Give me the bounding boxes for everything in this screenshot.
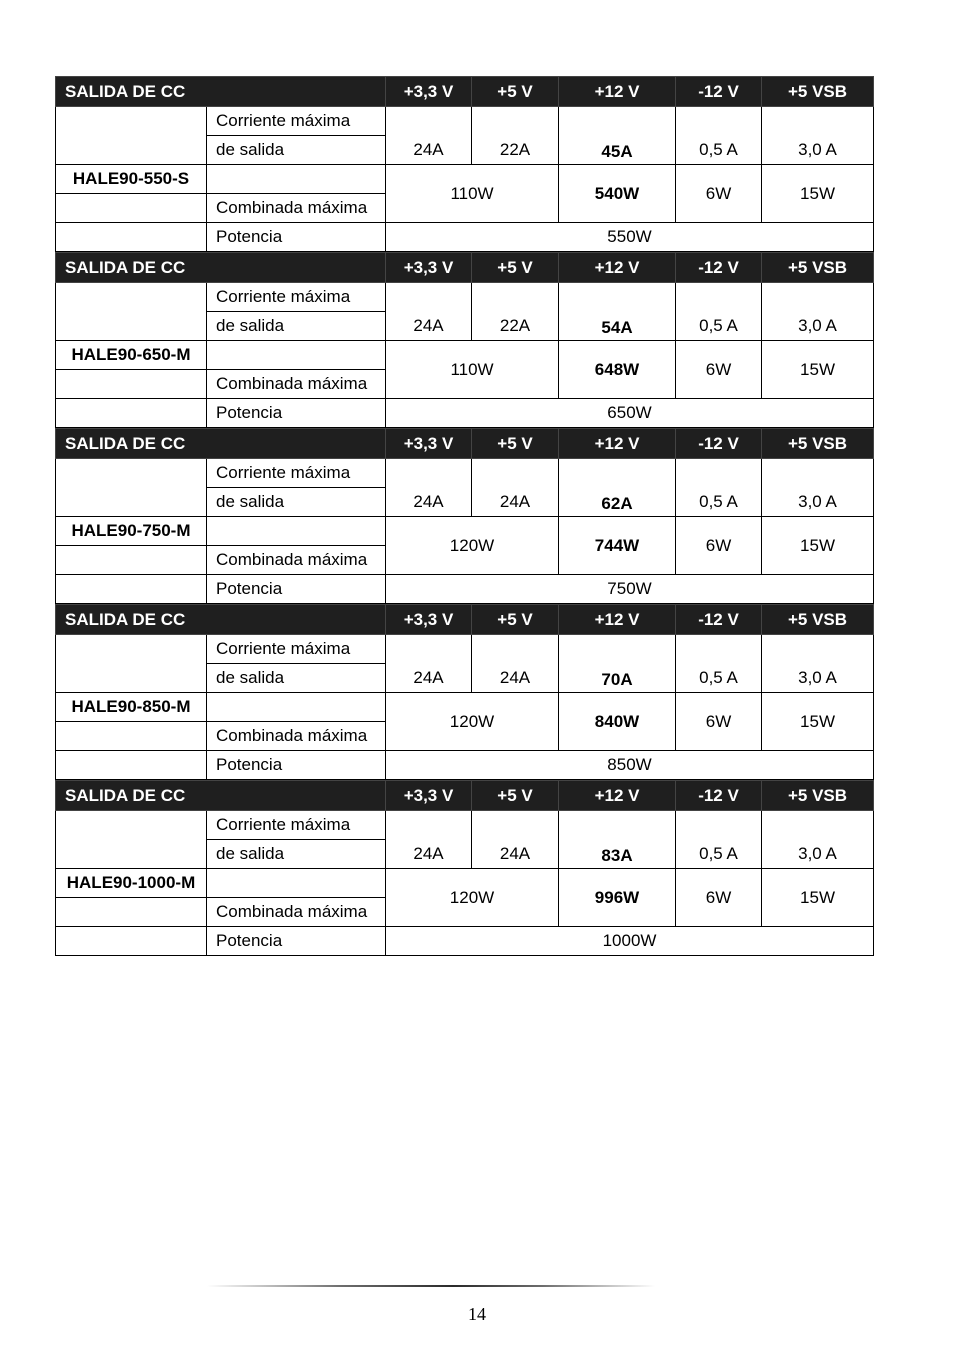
combined-neg12v: 6W — [676, 517, 762, 575]
power-label: Potencia — [207, 223, 386, 252]
power-row — [56, 399, 874, 428]
combined-max-label: Combinada máxima — [207, 194, 386, 223]
max-current-label-line2: de salida — [207, 312, 386, 341]
max-current-label-line2: de salida — [207, 136, 386, 165]
current-5v: 22A — [472, 107, 559, 165]
combined-5vsb: 15W — [762, 341, 874, 399]
combined-5vsb: 15W — [762, 517, 874, 575]
total-power: 750W — [386, 575, 874, 604]
combined-neg12v: 6W — [676, 165, 762, 223]
combined-3v3-5v: 110W — [386, 165, 559, 223]
header-3v3: +3,3 V — [386, 605, 472, 635]
current-12v: 45A — [559, 107, 676, 165]
current-3v3: 24A — [386, 635, 472, 693]
blank-cell — [56, 194, 207, 223]
max-current-label-line2: de salida — [207, 488, 386, 517]
header-5vsb: +5 VSB — [762, 77, 874, 107]
power-row — [56, 575, 874, 604]
max-current-row-a — [56, 635, 874, 664]
total-power: 1000W — [386, 927, 874, 956]
header-12v: +12 V — [559, 605, 676, 635]
header-3v3: +3,3 V — [386, 77, 472, 107]
blank-cell — [207, 165, 386, 194]
combined-12v: 744W — [559, 517, 676, 575]
current-neg12v: 0,5 A — [676, 283, 762, 341]
blank-cell — [56, 635, 207, 693]
blank-cell — [56, 459, 207, 517]
header-title: SALIDA DE CC — [56, 429, 386, 459]
current-5vsb: 3,0 A — [762, 459, 874, 517]
combined-neg12v: 6W — [676, 341, 762, 399]
dc-output-table-1 — [55, 76, 874, 252]
header-5vsb: +5 VSB — [762, 429, 874, 459]
blank-cell — [56, 546, 207, 575]
header-neg12v: -12 V — [676, 605, 762, 635]
combined-3v3-5v: 120W — [386, 517, 559, 575]
power-row — [56, 927, 874, 956]
header-3v3: +3,3 V — [386, 781, 472, 811]
header-title: SALIDA DE CC — [56, 605, 386, 635]
current-3v3: 24A — [386, 283, 472, 341]
blank-cell — [56, 722, 207, 751]
header-5vsb: +5 VSB — [762, 253, 874, 283]
combined-12v: 648W — [559, 341, 676, 399]
max-current-row-a — [56, 811, 874, 840]
current-3v3: 24A — [386, 107, 472, 165]
model-row — [56, 341, 874, 370]
page-number: 14 — [468, 1304, 486, 1324]
combined-max-label: Combinada máxima — [207, 898, 386, 927]
model-name: HALE90-650-M — [56, 341, 207, 370]
current-12v: 62A — [559, 459, 676, 517]
model-name: HALE90-550-S — [56, 165, 207, 194]
max-current-label-line2: de salida — [207, 840, 386, 869]
header-neg12v: -12 V — [676, 781, 762, 811]
total-power: 550W — [386, 223, 874, 252]
blank-cell — [207, 693, 386, 722]
header-12v: +12 V — [559, 253, 676, 283]
total-power: 650W — [386, 399, 874, 428]
combined-3v3-5v: 120W — [386, 693, 559, 751]
footer-divider — [207, 1285, 655, 1287]
table-header-row — [56, 77, 874, 107]
current-neg12v: 0,5 A — [676, 459, 762, 517]
model-name: HALE90-750-M — [56, 517, 207, 546]
header-neg12v: -12 V — [676, 253, 762, 283]
blank-cell — [56, 751, 207, 780]
table-header-row — [56, 429, 874, 459]
header-title: SALIDA DE CC — [56, 77, 386, 107]
current-neg12v: 0,5 A — [676, 107, 762, 165]
max-current-label-line1: Corriente máxima — [207, 107, 386, 136]
model-name: HALE90-850-M — [56, 693, 207, 722]
combined-neg12v: 6W — [676, 693, 762, 751]
table-header-row — [56, 605, 874, 635]
current-5v: 24A — [472, 459, 559, 517]
header-5vsb: +5 VSB — [762, 781, 874, 811]
max-current-label-line1: Corriente máxima — [207, 635, 386, 664]
blank-cell — [56, 370, 207, 399]
combined-3v3-5v: 110W — [386, 341, 559, 399]
header-12v: +12 V — [559, 429, 676, 459]
max-current-row-a — [56, 459, 874, 488]
current-12v: 70A — [559, 635, 676, 693]
power-label: Potencia — [207, 399, 386, 428]
combined-5vsb: 15W — [762, 165, 874, 223]
blank-cell — [56, 898, 207, 927]
dc-output-table-2 — [55, 252, 874, 428]
blank-cell — [56, 811, 207, 869]
max-current-label-line1: Corriente máxima — [207, 811, 386, 840]
header-12v: +12 V — [559, 77, 676, 107]
table-header-row — [56, 781, 874, 811]
blank-cell — [207, 869, 386, 898]
max-current-label-line1: Corriente máxima — [207, 459, 386, 488]
combined-12v: 540W — [559, 165, 676, 223]
current-12v: 54A — [559, 283, 676, 341]
combined-12v: 996W — [559, 869, 676, 927]
current-5v: 24A — [472, 635, 559, 693]
current-5vsb: 3,0 A — [762, 107, 874, 165]
header-5vsb: +5 VSB — [762, 605, 874, 635]
header-title: SALIDA DE CC — [56, 781, 386, 811]
blank-cell — [56, 927, 207, 956]
combined-max-label: Combinada máxima — [207, 546, 386, 575]
power-row — [56, 751, 874, 780]
max-current-row-a — [56, 107, 874, 136]
dc-output-table-3 — [55, 428, 874, 604]
dc-output-table-5 — [55, 780, 874, 956]
combined-neg12v: 6W — [676, 869, 762, 927]
max-current-label-line1: Corriente máxima — [207, 283, 386, 312]
blank-cell — [207, 341, 386, 370]
current-5vsb: 3,0 A — [762, 811, 874, 869]
combined-12v: 840W — [559, 693, 676, 751]
combined-max-label: Combinada máxima — [207, 722, 386, 751]
blank-cell — [56, 575, 207, 604]
power-label: Potencia — [207, 575, 386, 604]
current-5vsb: 3,0 A — [762, 635, 874, 693]
current-neg12v: 0,5 A — [676, 811, 762, 869]
power-row — [56, 223, 874, 252]
total-power: 850W — [386, 751, 874, 780]
model-name: HALE90-1000-M — [56, 869, 207, 898]
current-5v: 22A — [472, 283, 559, 341]
current-3v3: 24A — [386, 811, 472, 869]
spec-tables — [55, 76, 873, 956]
combined-max-label: Combinada máxima — [207, 370, 386, 399]
combined-5vsb: 15W — [762, 693, 874, 751]
header-5v: +5 V — [472, 253, 559, 283]
combined-5vsb: 15W — [762, 869, 874, 927]
current-5v: 24A — [472, 811, 559, 869]
header-5v: +5 V — [472, 605, 559, 635]
blank-cell — [56, 283, 207, 341]
header-5v: +5 V — [472, 77, 559, 107]
current-3v3: 24A — [386, 459, 472, 517]
header-neg12v: -12 V — [676, 77, 762, 107]
header-3v3: +3,3 V — [386, 253, 472, 283]
table-header-row — [56, 253, 874, 283]
dc-output-table-4 — [55, 604, 874, 780]
model-row — [56, 869, 874, 898]
model-row — [56, 517, 874, 546]
blank-cell — [56, 107, 207, 165]
power-label: Potencia — [207, 927, 386, 956]
current-neg12v: 0,5 A — [676, 635, 762, 693]
model-row — [56, 693, 874, 722]
blank-cell — [207, 517, 386, 546]
header-12v: +12 V — [559, 781, 676, 811]
current-5vsb: 3,0 A — [762, 283, 874, 341]
power-label: Potencia — [207, 751, 386, 780]
header-title: SALIDA DE CC — [56, 253, 386, 283]
model-row — [56, 165, 874, 194]
header-3v3: +3,3 V — [386, 429, 472, 459]
blank-cell — [56, 399, 207, 428]
header-neg12v: -12 V — [676, 429, 762, 459]
header-5v: +5 V — [472, 429, 559, 459]
max-current-row-a — [56, 283, 874, 312]
blank-cell — [56, 223, 207, 252]
max-current-label-line2: de salida — [207, 664, 386, 693]
combined-3v3-5v: 120W — [386, 869, 559, 927]
header-5v: +5 V — [472, 781, 559, 811]
current-12v: 83A — [559, 811, 676, 869]
